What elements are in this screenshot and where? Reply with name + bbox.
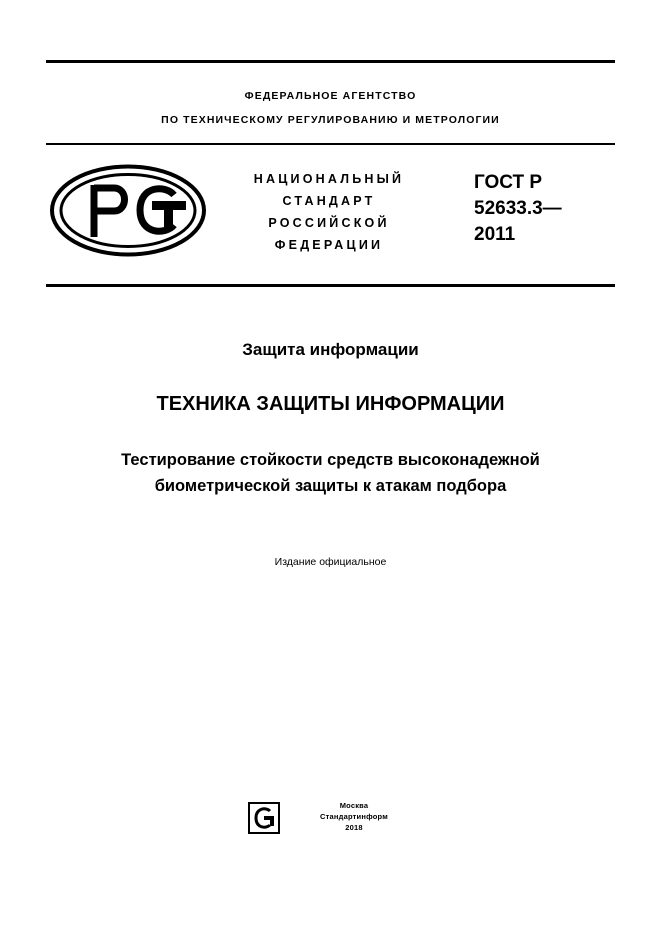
document-subtitle-line-1: Тестирование стойкости средств высоконадежной (121, 451, 540, 469)
standartinform-logo-icon (248, 802, 280, 834)
publisher-city: Москва (339, 801, 369, 810)
document-subtitle-line-2: биометрической защиты к атакам подбора (154, 477, 507, 495)
publisher-year: 2018 (345, 823, 363, 832)
national-standard-line-1: НАЦИОНАЛЬНЫЙ (253, 172, 405, 186)
national-standard-line-2: СТАНДАРТ (282, 194, 376, 208)
national-standard-block (215, 168, 443, 256)
header-rule-middle (46, 143, 615, 145)
publisher-block (248, 800, 418, 846)
document-subtitle (46, 447, 615, 499)
publisher-name: Стандартинформ (320, 812, 388, 821)
agency-line-1: ФЕДЕРАЛЬНОЕ АГЕНТСТВО (244, 90, 417, 102)
publisher-info (290, 800, 418, 833)
edition-note: Издание официальное (274, 556, 387, 568)
gost-prefix: ГОСТ Р (474, 172, 543, 193)
header-rule-top (46, 60, 615, 63)
gost-year: 2011 (474, 224, 516, 245)
national-standard-line-3: РОССИЙСКОЙ (268, 216, 390, 230)
gost-designation (474, 170, 624, 248)
header-rule-bottom (46, 284, 615, 287)
gost-number: 52633.3— (474, 198, 562, 219)
national-standard-line-4: ФЕДЕРАЦИИ (274, 238, 384, 252)
agency-header (46, 84, 615, 132)
gost-r-emblem-icon (48, 163, 208, 258)
page-title: ТЕХНИКА ЗАЩИТЫ ИНФОРМАЦИИ (156, 393, 505, 415)
document-section-title: Защита информации (242, 340, 419, 359)
agency-line-2: ПО ТЕХНИЧЕСКОМУ РЕГУЛИРОВАНИЮ И МЕТРОЛОГИИ (161, 114, 500, 126)
